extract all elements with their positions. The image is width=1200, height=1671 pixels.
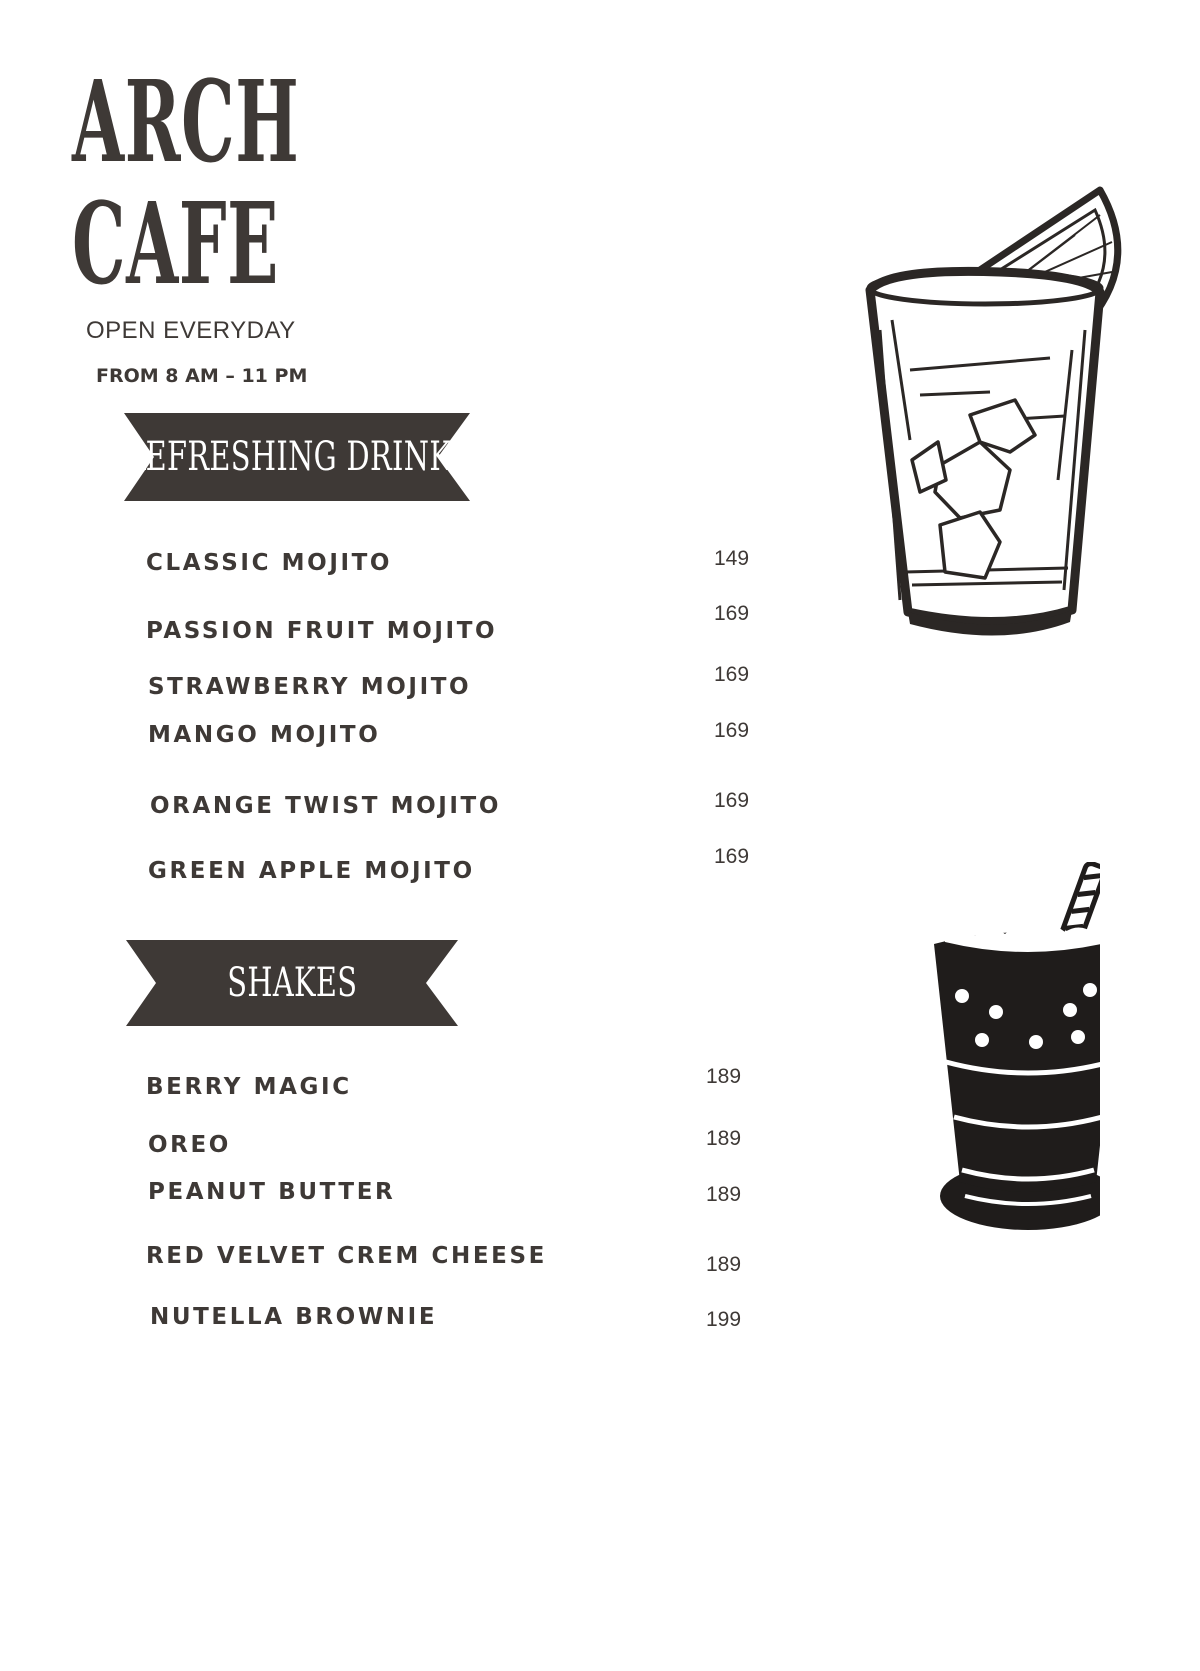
- open-everyday-text: OPEN EVERYDAY: [86, 317, 296, 344]
- cafe-title-line1: ARCH: [72, 57, 300, 188]
- opening-hours-text: FROM 8 AM – 11 PM: [96, 365, 308, 387]
- menu-item-price: 189: [706, 1127, 742, 1150]
- section-title-shakes: SHAKES: [226, 960, 358, 1006]
- menu-item-name: MANGO MOJITO: [148, 722, 381, 748]
- menu-item-name: CLASSIC MOJITO: [146, 550, 393, 576]
- section-banner-refreshing-drinks: [124, 413, 470, 501]
- milkshake-icon: [910, 862, 1100, 1257]
- section-banner-shakes: [126, 940, 458, 1026]
- menu-item-price: 189: [706, 1065, 742, 1088]
- menu-item-price: 189: [706, 1253, 742, 1276]
- menu-item-price: 169: [714, 602, 750, 625]
- menu-item-name: RED VELVET CREM CHEESE: [146, 1243, 547, 1269]
- section-title-refreshing-drinks: REFRESHING DRINKS: [123, 434, 471, 480]
- menu-item-name: PEANUT BUTTER: [148, 1179, 396, 1205]
- menu-item-price: 149: [714, 547, 750, 570]
- menu-item-price: 189: [706, 1183, 742, 1206]
- menu-item-name: GREEN APPLE MOJITO: [148, 858, 475, 884]
- menu-item-name: OREO: [148, 1132, 231, 1158]
- menu-item-name: ORANGE TWIST MOJITO: [150, 793, 501, 819]
- menu-item-name: PASSION FRUIT MOJITO: [146, 618, 498, 644]
- mojito-glass-icon: [850, 180, 1130, 655]
- menu-item-name: NUTELLA BROWNIE: [150, 1304, 438, 1330]
- cafe-title-line2: CAFE: [72, 179, 279, 310]
- menu-item-name: STRAWBERRY MOJITO: [148, 674, 472, 700]
- menu-item-price: 199: [706, 1308, 742, 1331]
- menu-item-price: 169: [714, 845, 750, 868]
- menu-item-price: 169: [714, 719, 750, 742]
- menu-item-name: BERRY MAGIC: [146, 1074, 352, 1100]
- menu-item-price: 169: [714, 663, 750, 686]
- menu-item-price: 169: [714, 789, 750, 812]
- cafe-title: [72, 57, 300, 310]
